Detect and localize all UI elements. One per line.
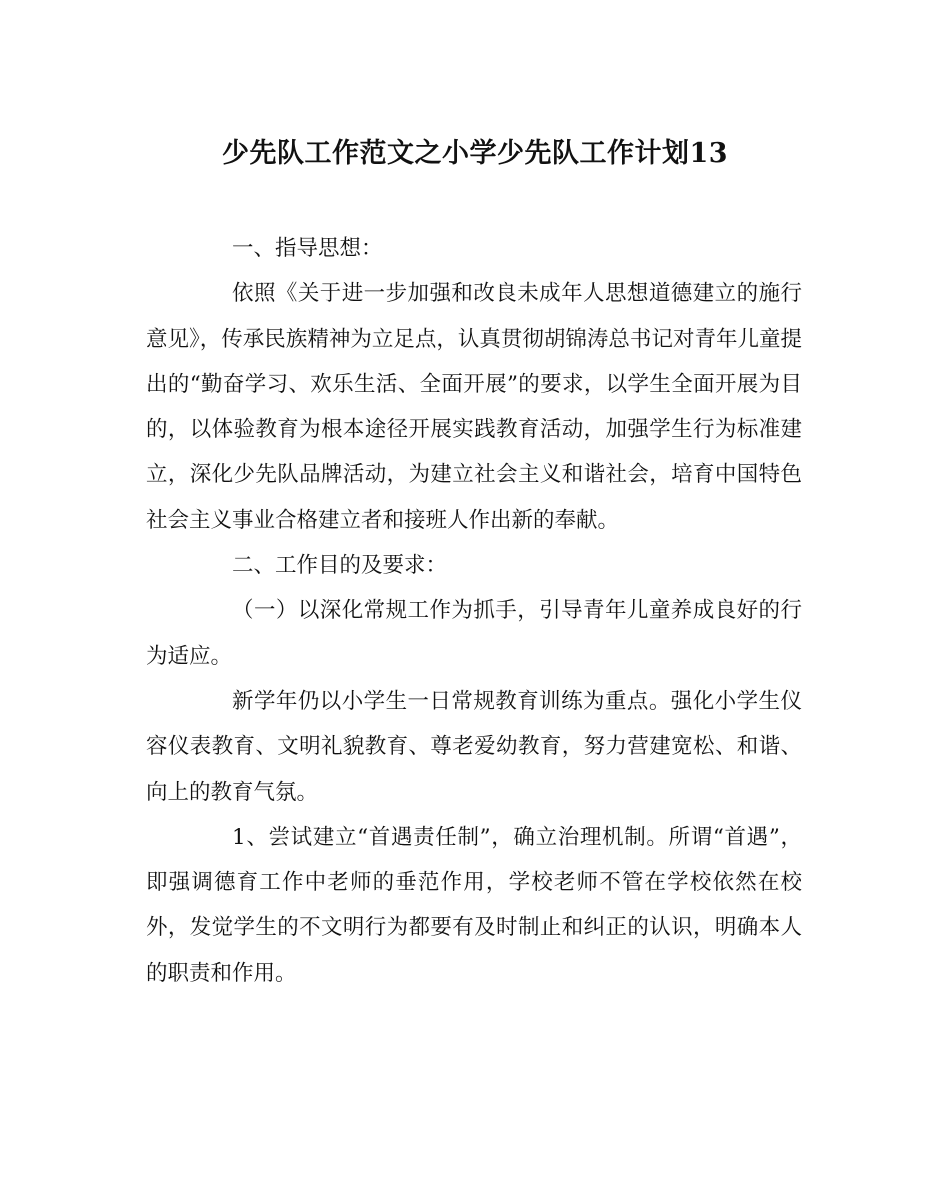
paragraph-guiding-ideology: 依照《关于进一步加强和改良未成年人思想道德建立的施行意见》，传承民族精神为立足点，认真贯彻胡锦涛总书记对青年儿童提出的“勤奋学习、欢乐生活、全面开展”的要求，以学生全面开展为目的，以体验教育为根本途径开展实践教育活动，加强学生行为标准建立，深化少先队品牌活动，为建立社会主义和谐社会，培育中国特色社会主义事业合格建立者和接班人作出新的奉献。 <box>146 281 802 533</box>
paragraph-routine-education: 新学年仍以小学生一日常规教育训练为重点。强化小学生仪容仪表教育、文明礼貌教育、尊老爱幼教育，努力营建宽松、和谐、向上的教育气氛。 <box>146 688 802 805</box>
document-title: 少先队工作范文之小学少先队工作计划13 <box>221 138 729 169</box>
paragraph-first-encounter-responsibility: 1、尝试建立“首遇责任制”，确立治理机制。所谓“首遇”，即强调德育工作中老师的垂范作用，学校老师不管在学校依然在校外，发觉学生的不文明行为都要有及时制止和纠正的认识，明确本人的职责和作用。 <box>146 824 802 986</box>
section-heading-work-goals: 二、工作目的及要求： <box>232 553 448 579</box>
subsection-heading-routine-work: （一）以深化常规工作为抓手，引导青年儿童养成良好的行为适应。 <box>146 598 802 669</box>
section-heading-guiding-ideology: 一、指导思想： <box>232 236 383 261</box>
document-body <box>146 226 802 996</box>
